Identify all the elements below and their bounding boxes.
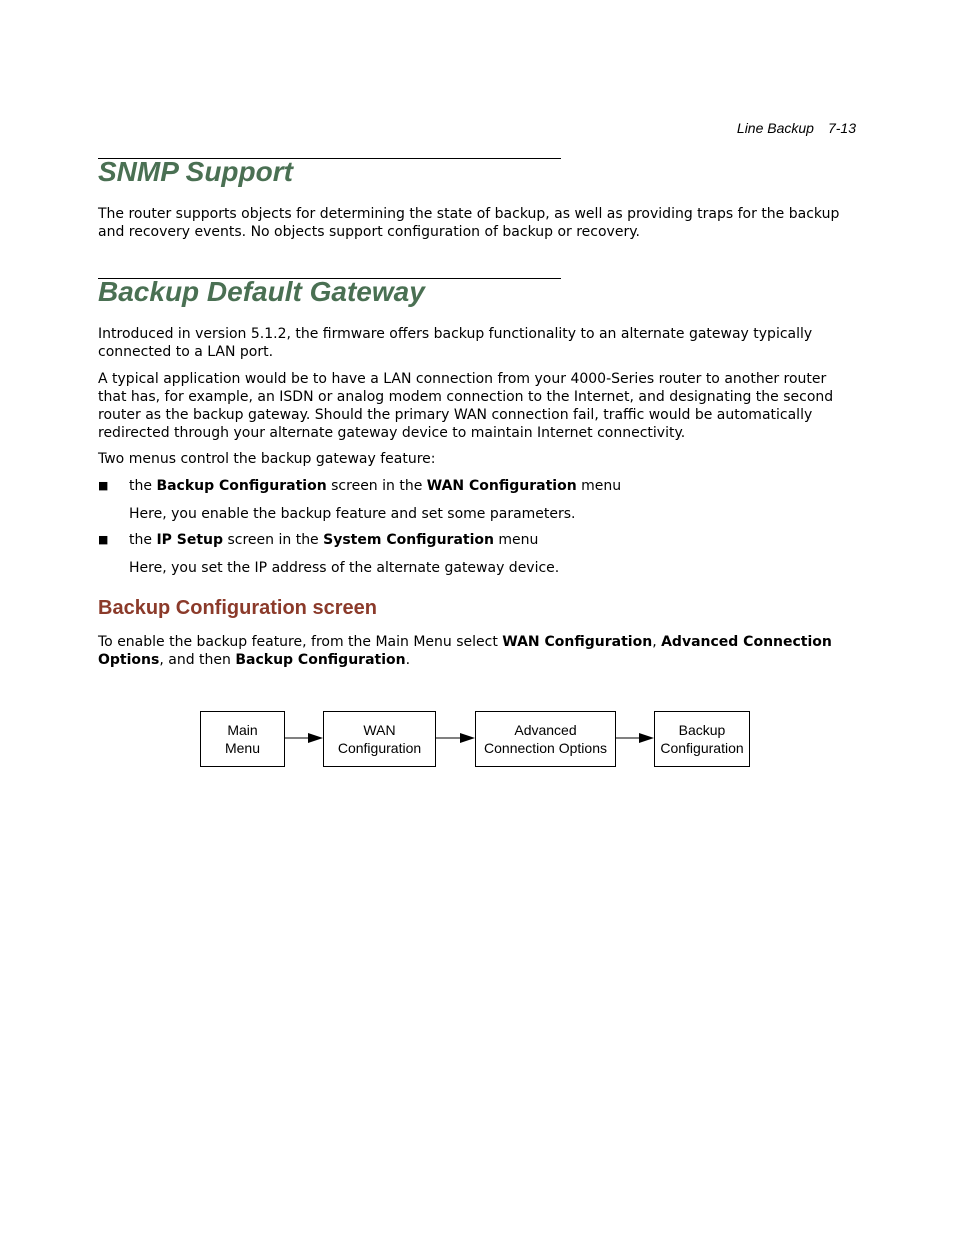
- arrow-head-icon: [308, 733, 323, 743]
- bullet-square-icon: ■: [98, 533, 109, 546]
- bullet-square-icon: ■: [98, 479, 109, 492]
- list-item-text: the Backup Configuration screen in the WAN Configuration menu: [129, 478, 622, 494]
- gateway-paragraph-1: Introduced in version 5.1.2, the firmware offers backup functionality to an alternate gateway typically connected to a LAN port.: [98, 326, 813, 360]
- snmp-heading: SNMP Support: [98, 156, 293, 187]
- snmp-paragraph: The router supports objects for determining the state of backup, as well as providing traps for the backup and recovery events. No objects support configuration of backup or recovery.: [98, 206, 840, 240]
- diagram-box-backup-configuration: Backup Configuration: [654, 711, 750, 767]
- running-header-section: Line Backup: [736, 120, 814, 136]
- diagram-box-wan-configuration: WAN Configuration: [323, 711, 436, 767]
- list-item-note: Here, you set the IP address of the alternate gateway device.: [129, 560, 560, 576]
- page-number: 7-13: [827, 120, 856, 136]
- diagram-box-main-menu: Main Menu: [200, 711, 285, 767]
- gateway-paragraph-3: Two menus control the backup gateway feature:: [98, 451, 436, 467]
- list-item-note: Here, you enable the backup feature and set some parameters.: [129, 506, 576, 522]
- arrow-head-icon: [639, 733, 654, 743]
- config-paragraph: To enable the backup feature, from the Main Menu select WAN Configuration, Advanced Connection Options, and then Backup Configuration.: [98, 634, 832, 668]
- diagram-box-advanced-connection-options: Advanced Connection Options: [475, 711, 616, 767]
- list-item-text: the IP Setup screen in the System Configuration menu: [129, 532, 539, 548]
- arrow-head-icon: [460, 733, 475, 743]
- config-heading: Backup Configuration screen: [98, 597, 377, 619]
- gateway-heading: Backup Default Gateway: [98, 276, 425, 307]
- gateway-paragraph-2: A typical application would be to have a LAN connection from your 4000-Series router to another router that has, for example, an ISDN or analog modem connection to the Internet, and designating the second router as the backup gateway. Should the primary WAN connection fail, traffic would be automatically redirected through your alternate gateway device to maintain Internet connectivity.: [98, 371, 834, 441]
